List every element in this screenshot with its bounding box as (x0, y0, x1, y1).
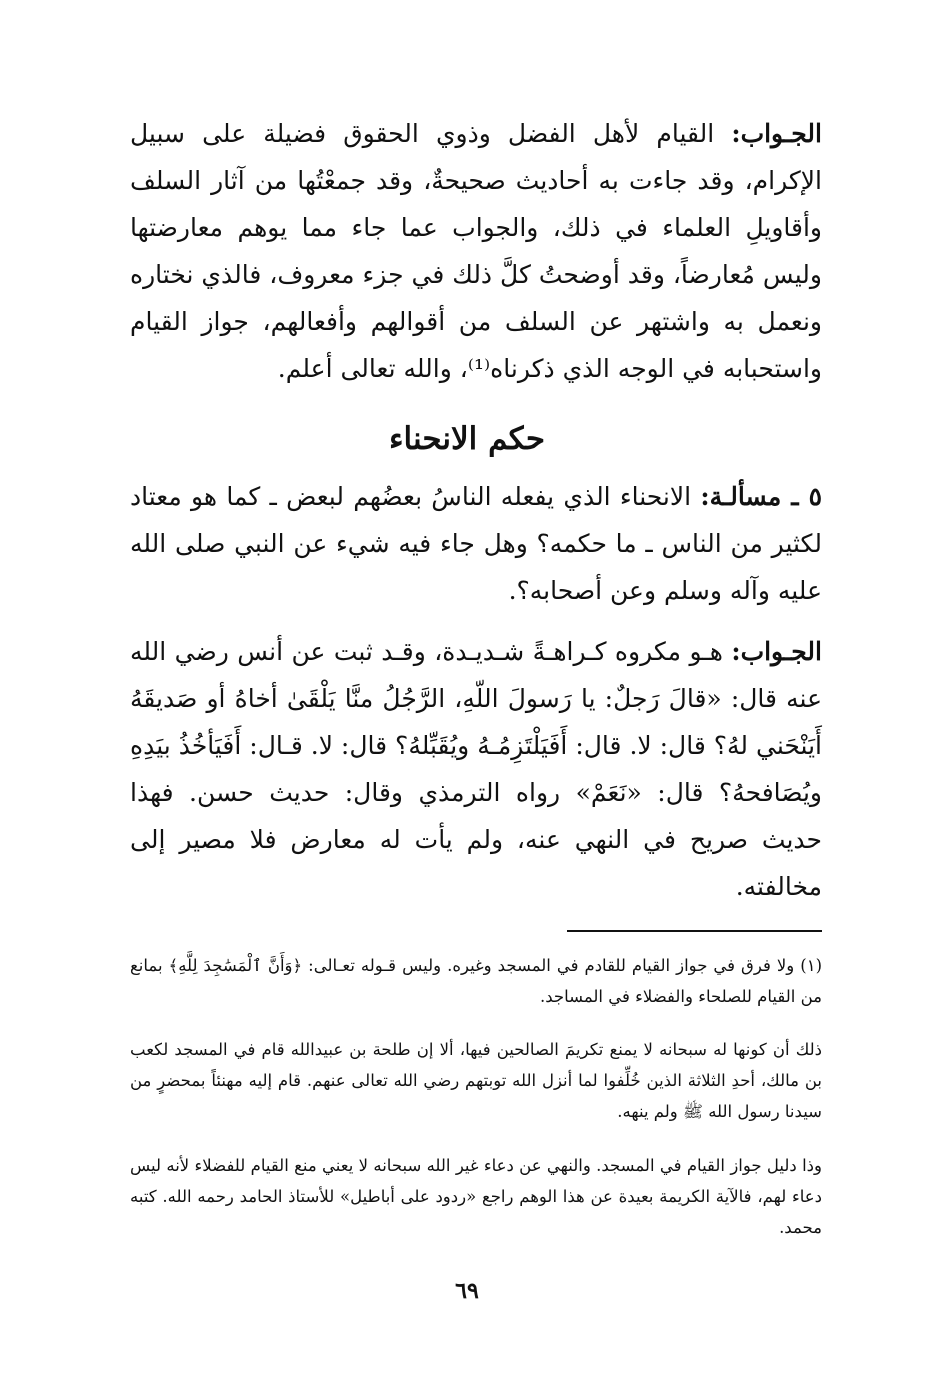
answer-text: هـو مكروه كـراهـةً شـديـدة، وقـد ثبت عن أنس رضي الله عنه قال: «قالَ رَجلٌ: يا رَسولَ اللّهِ، الرَّجُلُ منَّا يَلْقَىٰ أخاهُ أو صَديقَهُ أَيَنْحَني لهُ؟ قال: لا. قال: أَفَيَلْتَزِمُـهُ ويُقَبِّلهُ؟ قال: لا. قـال: أَفَيَأخُذُ بيَدِهِ ويُصَافحهُ؟ قال: «نَعَمْ» رواه الترمذي وقال: حديث حسن. فهذا حديث صريح في النهي عنه، ولم يأت له معارض فلا مصير إلى مخالفته. (130, 637, 822, 901)
answer-paragraph-2 (130, 628, 822, 910)
footnote-paragraph-2: ذلك أن كونها له سبحانه لا يمنع تكريمَ الصالحين فيها، ألا إن طلحة بن عبيدالله قام في المسجد لكعب بن مالك، أحدِ الثلاثة الذين خُلِّفوا لما أنزل الله توبتهم رضي الله تعالى عنهم. قام إليه مهنئاً بمحضرٍ من سيدنا رسول الله ﷺ ولم ينهه. (130, 1040, 822, 1121)
question-label: ٥ ـ مسألـة: (700, 482, 822, 511)
answer-text: القيام لأهل الفضل وذوي الحقوق فضيلة على سبيل الإكرام، وقد جاءت به أحاديث صحيحةٌ، وقد جمعْتُها من آثار السلف وأقاويلِ العلماء في ذلك، والجواب عما جاء مما يوهم معارضتها وليس مُعارضاً، وقد أوضحتُ كلَّ ذلك في جزء معروف، فالذي نختاره ونعمل به واشتهر عن السلف من أقوالهم وأفعالهم، جواز القيام واستحبابه في الوجه الذي ذكرناه⁽¹⁾، والله تعالى أعلم. (130, 119, 822, 383)
answer-label: الجـواب: (731, 637, 822, 666)
footnote-separator (567, 930, 822, 932)
question-text: الانحناء الذي يفعله الناسُ بعضُهم لبعض ـ كما هو معتاد لكثير من الناس ـ ما حكمه؟ وهل جاء فيه شيء عن النبي صلى الله عليه وآله وسلم وعن أصحابه؟. (130, 482, 822, 605)
footnote-paragraph-1: (١) ولا فرق في جواز القيام للقادم في المسجد وغيره. وليس قـوله تعـالى: ﴿وَأَنَّ ٱلْمَسَٰجِدَ لِلَّهِ﴾ بمانع من القيام للصلحاء والفضلاء في المساجد. (130, 956, 822, 1006)
section-heading: حكم الانحناء (388, 421, 545, 457)
page-number: ٦٩ (455, 1278, 479, 1304)
question-paragraph (130, 473, 822, 614)
answer-label: الجـواب: (731, 119, 822, 148)
answer-paragraph-1 (130, 110, 822, 392)
footnote-paragraph-3: وذا دليل جواز القيام في المسجد. والنهي عن دعاء غير الله سبحانه لا يعني منع القيام للفضلاء لأنه ليس دعاء لهم، فالآية الكريمة بعيدة عن هذا الوهم راجع «ردود على أباطيل» للأستاذ الحامد رحمه الله. كتبه محمد. (130, 1156, 822, 1237)
